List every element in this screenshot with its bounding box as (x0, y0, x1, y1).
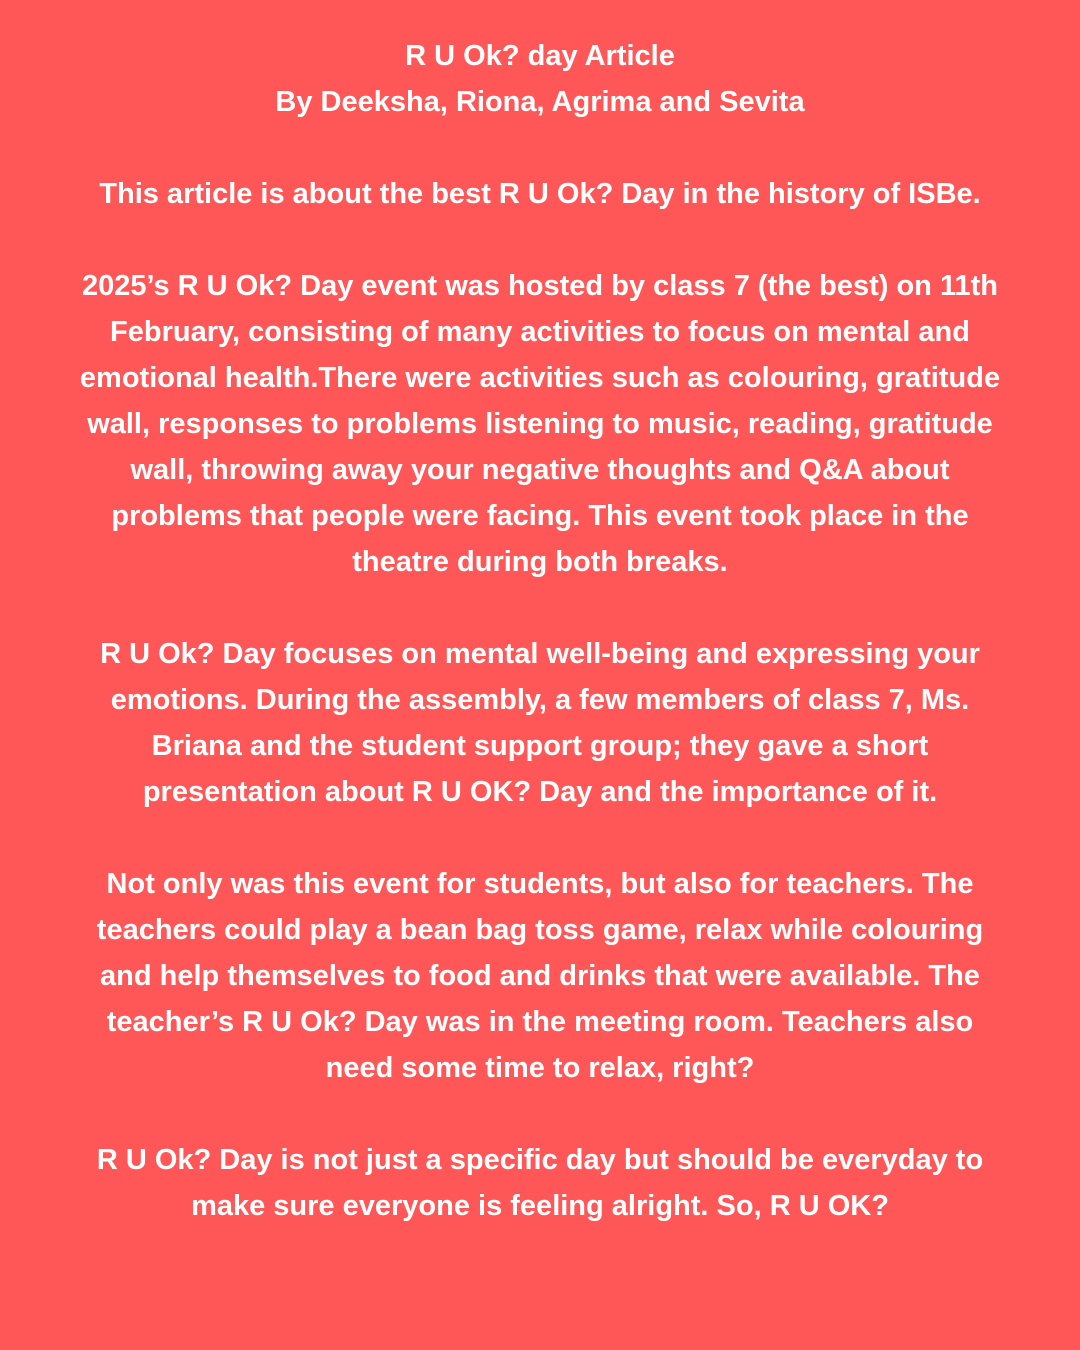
article-title: R U Ok? day Article (405, 40, 675, 72)
paragraph-line: teachers could play a bean bag toss game, relax while colouring (96, 914, 984, 946)
paragraph-line: 2025’s R U Ok? Day event was hosted by class 7 (the best) on 11th (82, 270, 998, 302)
intro-paragraph (40, 171, 1040, 217)
paragraph-line: teacher’s R U Ok? Day was in the meeting room. Teachers also (106, 1006, 974, 1038)
intro-line: This article is about the best R U Ok? Day in the history of ISBe. (99, 178, 981, 210)
paragraph-line: and help themselves to food and drinks that were available. The (100, 960, 980, 992)
paragraph-line: R U Ok? Day is not just a specific day but should be everyday to (96, 1144, 984, 1176)
paragraph-line: emotional health.There were activities such as colouring, gratitude (79, 362, 1001, 394)
paragraph-event-activities (40, 263, 1040, 585)
spacer (40, 585, 1040, 631)
spacer (40, 1091, 1040, 1137)
paragraph-teachers (40, 861, 1040, 1091)
paragraph-line: February, consisting of many activities to focus on mental and (110, 316, 970, 348)
paragraph-line: make sure everyone is feeling alright. So, R U OK? (191, 1190, 889, 1222)
paragraph-line: need some time to relax, right? (325, 1052, 755, 1084)
paragraph-line: problems that people were facing. This event took place in the (111, 500, 969, 532)
paragraph-line: wall, responses to problems listening to music, reading, gratitude (87, 408, 993, 440)
paragraph-line: Not only was this event for students, but also for teachers. The (106, 868, 974, 900)
spacer (40, 125, 1040, 171)
paragraph-line: wall, throwing away your negative thoughts and Q&A about (130, 454, 950, 486)
spacer (40, 815, 1040, 861)
article-byline: By Deeksha, Riona, Agrima and Sevita (275, 86, 805, 118)
paragraph-assembly (40, 631, 1040, 815)
article-header (40, 33, 1040, 125)
paragraph-line: emotions. During the assembly, a few members of class 7, Ms. (110, 684, 970, 716)
paragraph-line: theatre during both breaks. (352, 546, 728, 578)
paragraph-line: Briana and the student support group; they gave a short (151, 730, 929, 762)
paragraph-line: presentation about R U OK? Day and the importance of it. (142, 776, 938, 808)
spacer (40, 217, 1040, 263)
paragraph-conclusion (40, 1137, 1040, 1229)
paragraph-line: R U Ok? Day focuses on mental well-being and expressing your (100, 638, 980, 670)
